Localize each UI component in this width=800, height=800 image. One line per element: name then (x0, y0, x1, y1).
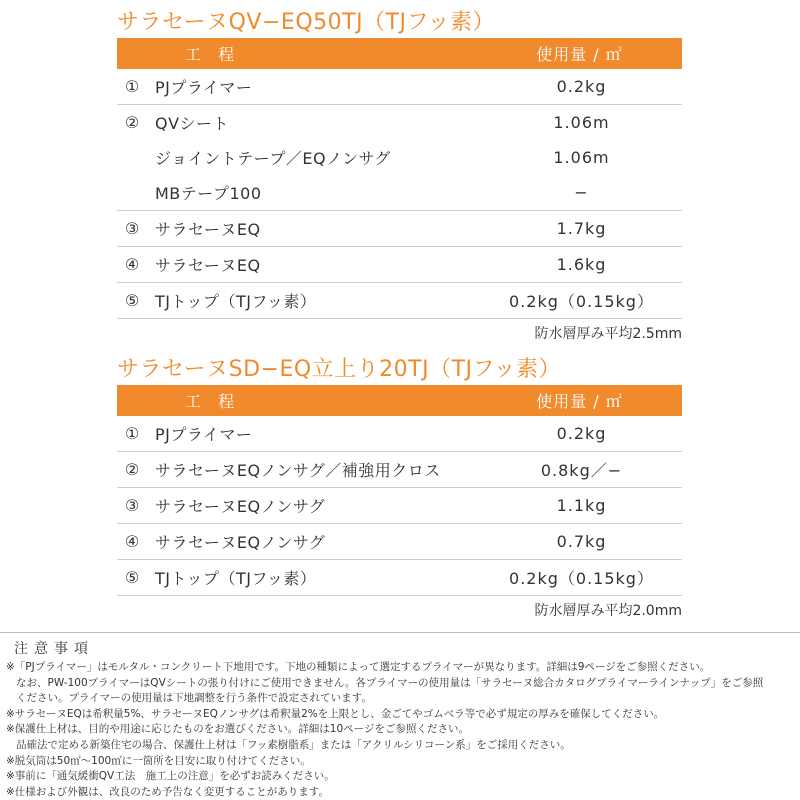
spec-section-1 (117, 8, 682, 349)
table-row (117, 560, 682, 596)
usage-amount: 0.2kg（0.15kg） (509, 569, 654, 588)
table-row (117, 140, 682, 175)
table-row (117, 452, 682, 488)
material-name: サラセーヌEQ (155, 256, 261, 275)
header-usage: 使用量 / ㎡ (536, 45, 623, 64)
usage-amount: − (574, 183, 589, 202)
step-number: ③ (124, 496, 140, 515)
step-number: ⑤ (124, 568, 140, 587)
notes-section (0, 638, 800, 800)
step-number: ④ (124, 532, 140, 551)
usage-amount: 0.2kg (556, 424, 607, 443)
thickness-note: 防水層厚み平均2.0mm (534, 603, 682, 619)
material-name: ジョイントテープ／EQノンサグ (155, 149, 391, 168)
note-line: ※サラセーヌEQは希釈量5%、サラセーヌEQノンサグは希釈量2%を上限とし、金ごてやゴムベラ等で必ず規定の厚みを確保してください。 (6, 707, 665, 720)
material-name: PJプライマー (155, 78, 253, 97)
usage-amount: 1.06m (553, 113, 610, 132)
usage-amount: 1.06m (553, 148, 610, 167)
note-line: なお、PW-100プライマーはQVシートの張り付けにご使用できません。各プライマーの使用量は「サラセーヌ総合カタログプライマーラインナップ」をご参照 (16, 676, 764, 689)
usage-amount: 1.7kg (556, 219, 607, 238)
step-number: ④ (124, 255, 140, 274)
spec-section-2 (117, 355, 682, 626)
step-number: ③ (124, 219, 140, 238)
step-number: ① (124, 424, 140, 443)
material-name: TJトップ（TJフッ素） (155, 569, 317, 588)
material-name: サラセーヌEQノンサグ (155, 497, 326, 516)
material-name: MBテープ100 (155, 184, 262, 203)
step-number: ⑤ (124, 291, 140, 310)
thickness-note: 防水層厚み平均2.5mm (534, 326, 682, 342)
table-header (117, 385, 682, 416)
table-row (117, 283, 682, 319)
table-row (117, 175, 682, 211)
table-row (117, 488, 682, 524)
usage-amount: 0.2kg (556, 77, 607, 96)
note-line: 品確法で定める新築住宅の場合、保護仕上材は「フッ素樹脂系」または「アクリルシリコーン系」をご採用ください。 (16, 738, 571, 751)
step-number: ① (124, 77, 140, 96)
header-process: 工 程 (185, 45, 241, 64)
table-row (117, 69, 682, 105)
header-process: 工 程 (185, 392, 241, 411)
note-line: ください。プライマーの使用量は下地調整を行う条件で設定されています。 (16, 692, 372, 705)
step-number: ② (124, 113, 140, 132)
usage-amount: 0.7kg (556, 532, 607, 551)
usage-amount: 0.2kg（0.15kg） (509, 292, 654, 311)
section-title: サラセーヌSD−EQ立上り20TJ（TJフッ素） (117, 357, 561, 382)
table-row (117, 247, 682, 283)
section-title: サラセーヌQV−EQ50TJ（TJフッ素） (117, 10, 495, 35)
material-name: サラセーヌEQノンサグ (155, 533, 326, 552)
table-row (117, 416, 682, 452)
header-usage: 使用量 / ㎡ (536, 392, 623, 411)
usage-amount: 1.6kg (556, 255, 607, 274)
material-name: TJトップ（TJフッ素） (155, 292, 317, 311)
table-header (117, 38, 682, 69)
usage-amount: 1.1kg (556, 496, 607, 515)
material-name: サラセーヌEQ (155, 220, 261, 239)
note-line: ※脱気筒は50㎡〜100㎡に一箇所を目安に取り付けてください。 (6, 754, 311, 767)
material-name: QVシート (155, 114, 230, 133)
table-row (117, 105, 682, 140)
note-line: ※「PJプライマー」はモルタル・コンクリート下地用です。下地の種類によって選定するプライマーが異なります。詳細は9ページをご参照ください。 (6, 661, 711, 673)
step-number: ② (124, 460, 140, 479)
table-row (117, 211, 682, 247)
table-row (117, 524, 682, 560)
usage-amount: 0.8kg／− (540, 461, 623, 480)
divider (0, 632, 800, 633)
note-line: ※仕様および外観は、改良のため予告なく変更することがあります。 (6, 785, 329, 798)
material-name: サラセーヌEQノンサグ／補強用クロス (155, 461, 441, 480)
note-line: ※事前に「通気緩衝QV工法 施工上の注意」を必ずお読みください。 (6, 770, 335, 783)
material-name: PJプライマー (155, 425, 253, 444)
note-line: ※保護仕上材は、目的や用途に応じたものをお選びください。詳細は10ページをご参照ください。 (6, 723, 469, 736)
notes-title: 注意事項 (14, 641, 94, 657)
